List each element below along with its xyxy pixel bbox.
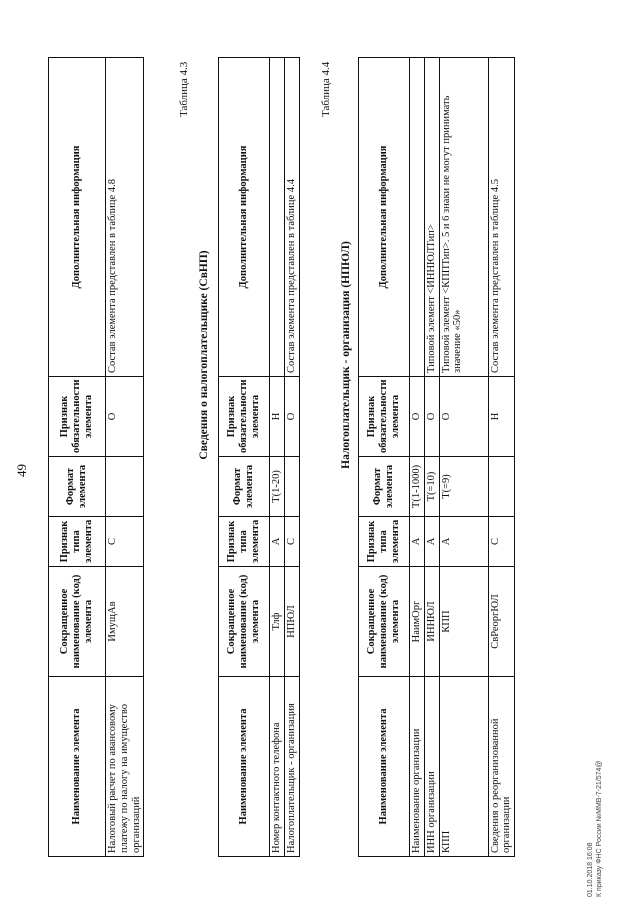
cell-name: Номер контактного телефона (270, 677, 285, 857)
cell-format: T(1-20) (270, 457, 285, 517)
cell-info: Типовой элемент <КППТип>. 5 и 6 знаки не могут принимать значение «50» (439, 58, 488, 377)
table-row (106, 58, 144, 857)
cell-name: ИНН организации (424, 677, 439, 857)
col-header-info: Дополнительная информация (49, 58, 106, 377)
col-header-name: Наименование элемента (49, 677, 106, 857)
cell-code: Тлф (270, 567, 285, 677)
document-footer (586, 760, 604, 897)
table-row (439, 58, 488, 857)
cell-format: T(=10) (424, 457, 439, 517)
table-row (284, 58, 299, 857)
col-header-info: Дополнительная информация (359, 58, 410, 377)
cell-code: СвРеоргЮЛ (488, 567, 515, 677)
table-header-row (49, 58, 106, 857)
table-4-3 (218, 57, 300, 857)
cell-required: О (410, 377, 425, 457)
cell-type: А (410, 517, 425, 567)
cell-name: КПП (439, 677, 488, 857)
table-continuation (48, 57, 144, 857)
cell-name: Наименование организации (410, 677, 425, 857)
table-label: Таблица 4.3 (178, 61, 190, 117)
cell-info (270, 58, 285, 377)
table-4-4 (358, 57, 515, 857)
col-header-code: Сокращенное наименование (код) элемента (49, 567, 106, 677)
cell-code: ИННЮЛ (424, 567, 439, 677)
cell-type: С (284, 517, 299, 567)
col-header-required: Признак обязательности элемента (359, 377, 410, 457)
col-header-name: Наименование элемента (359, 677, 410, 857)
cell-type: С (106, 517, 144, 567)
table-label: Таблица 4.4 (320, 61, 332, 117)
table-heading: Сведения о налогоплательщике (СвНП) (198, 250, 210, 460)
cell-format (106, 457, 144, 517)
col-header-type: Признак типа элемента (49, 517, 106, 567)
cell-type: С (488, 517, 515, 567)
cell-code: ИмущАв (106, 567, 144, 677)
col-header-format: Формат элемента (219, 457, 270, 517)
cell-name: Налогоплательщик - организация (284, 677, 299, 857)
cell-code: НаимОрг (410, 567, 425, 677)
cell-name: Сведения о реорганизованной организации (488, 677, 515, 857)
page-number: 49 (14, 464, 29, 477)
cell-info (410, 58, 425, 377)
col-header-format: Формат элемента (49, 457, 106, 517)
cell-type: А (439, 517, 488, 567)
table-header-row (219, 58, 270, 857)
table-row (488, 58, 515, 857)
footer-line: К приказу ФНС России №ММВ-7-21/574@ (596, 760, 604, 897)
cell-required: Н (488, 377, 515, 457)
col-header-format: Формат элемента (359, 457, 410, 517)
cell-format (488, 457, 515, 517)
cell-required: О (284, 377, 299, 457)
table-row (410, 58, 425, 857)
cell-info: Типовой элемент <ИННЮЛТип> (424, 58, 439, 377)
table-row (424, 58, 439, 857)
col-header-code: Сокращенное наименование (код) элемента (359, 567, 410, 677)
cell-info: Состав элемента представлен в таблице 4.8 (106, 58, 144, 377)
col-header-type: Признак типа элемента (359, 517, 410, 567)
cell-required: О (424, 377, 439, 457)
cell-code: НПЮЛ (284, 567, 299, 677)
cell-info: Состав элемента представлен в таблице 4.5 (488, 58, 515, 377)
cell-type: А (270, 517, 285, 567)
footer-line: 01.10.2018 16:08 (587, 842, 594, 897)
table-heading: Налогоплательщик - организация (НПЮЛ) (340, 241, 352, 469)
cell-info: Состав элемента представлен в таблице 4.4 (284, 58, 299, 377)
cell-code: КПП (439, 567, 488, 677)
col-header-info: Дополнительная информация (219, 58, 270, 377)
cell-name: Налоговый расчет по авансовому платежу по налогу на имущество организаций (106, 677, 144, 857)
col-header-required: Признак обязательности элемента (219, 377, 270, 457)
table-row (270, 58, 285, 857)
col-header-code: Сокращенное наименование (код) элемента (219, 567, 270, 677)
cell-format: T(=9) (439, 457, 488, 517)
col-header-name: Наименование элемента (219, 677, 270, 857)
cell-required: О (439, 377, 488, 457)
cell-required: О (106, 377, 144, 457)
cell-format (284, 457, 299, 517)
col-header-required: Признак обязательности элемента (49, 377, 106, 457)
cell-type: А (424, 517, 439, 567)
table-header-row (359, 58, 410, 857)
col-header-type: Признак типа элемента (219, 517, 270, 567)
cell-required: Н (270, 377, 285, 457)
cell-format: T(1-1000) (410, 457, 425, 517)
